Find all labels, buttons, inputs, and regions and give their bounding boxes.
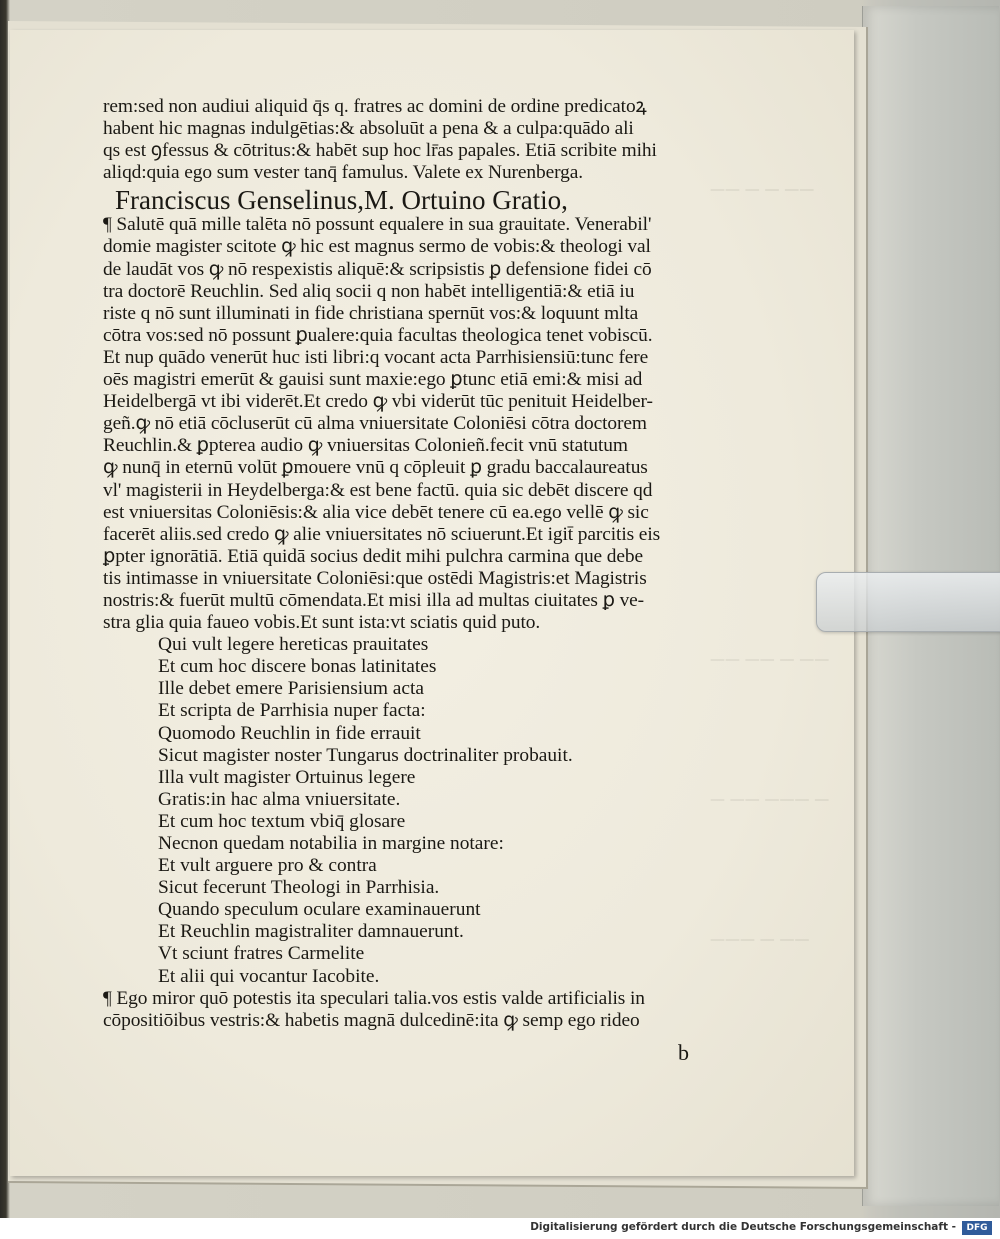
text-line: Heidelbergā vt ibi viderēt.Et credo ꝙ vbi viderūt tūc penituit Heidelber- bbox=[103, 391, 653, 413]
verse-line: Et vult arguere pro & contra bbox=[158, 855, 377, 877]
verse-line: Et scripta de Parrhisia nuper facta: bbox=[158, 700, 426, 722]
text-lines-body bbox=[103, 214, 723, 634]
text-line: oēs magistri emerūt & gauisi sunt maxie:ego ꝑtunc etiā emi:& misi ad bbox=[103, 369, 643, 391]
verse-line: Quando speculum oculare examinauerunt bbox=[158, 899, 481, 921]
verse-line: Vt sciunt fratres Carmelite bbox=[158, 943, 365, 965]
text-line: nostris:& fuerūt multū cōmendata.Et misi illa ad multas ciuitates ꝑ ve- bbox=[103, 589, 645, 611]
text-line: vl' magisterii in Heydelberga:& est bene factū. quia sic debēt discere qd bbox=[103, 479, 653, 501]
verse-line: Illa vult magister Ortuinus legere bbox=[158, 766, 416, 788]
verse-block bbox=[103, 634, 723, 988]
verse-line: Et cum hoc discere bonas latinitates bbox=[158, 656, 437, 678]
bleed-through: —— — — —— bbox=[710, 180, 815, 198]
text-line: qs est ꝯfessus & cōtritus:& habēt sup hoc lr̄as papales. Etiā scribite mihi bbox=[103, 140, 657, 162]
text-line: geñ.ꝙ nō etiā cōcluserūt cū alma vniuersitate Coloniēsi cōtra doctorem bbox=[103, 413, 647, 435]
text-line: aliqd:quia ego sum vester tanq̄ famulus. Valete ex Nurenberga. bbox=[103, 162, 583, 184]
bleed-through: —— —— — —— bbox=[710, 650, 830, 668]
verse-line: Et cum hoc textum vbiq̄ glosare bbox=[158, 810, 406, 832]
text-line: riste q nō sunt illuminati in fide christiana spernūt vos:& loquunt mlta bbox=[103, 302, 639, 324]
text-line: facerēt aliis.sed credo ꝙ alie vniuersitates nō sciuerunt.Et igit̄ parcitis eis bbox=[103, 523, 661, 545]
text-line: cōpositiōibus vestris:& habetis magnā dulcedinē:ita ꝙ semp ego rideo bbox=[103, 1009, 640, 1031]
text-line: cōtra vos:sed nō possunt ꝑualere:quia facultas theologica tenet vobiscū. bbox=[103, 324, 653, 346]
verse-line: Et Reuchlin magistraliter damnauerunt. bbox=[158, 921, 464, 943]
text-line: ¶ Salutē quā mille talēta nō possunt equalere in sua grauitate. Venerabil' bbox=[103, 214, 652, 236]
text-line: stra glia quia faueo vobis.Et sunt ista:vt sciatis quid puto. bbox=[103, 612, 541, 634]
verse-line: Necnon quedam notabilia in margine notare: bbox=[158, 833, 504, 854]
text-line: tis intimasse in vniuersitate Coloniēsi:que ostēdi Magistris:et Magistris bbox=[103, 567, 647, 589]
page-text-block bbox=[103, 96, 723, 1032]
verse-line: Quomodo Reuchlin in fide errauit bbox=[158, 722, 421, 744]
footer-credit: Digitalisierung gefördert durch die Deutsche Forschungsgemeinschaft - bbox=[530, 1221, 956, 1233]
bleed-through: — —— ——— — bbox=[710, 790, 830, 808]
letter-heading: Franciscus Genselinus,M. Ortuino Gratio, bbox=[115, 185, 568, 216]
verse-line: Qui vult legere hereticas prauitates bbox=[158, 634, 429, 656]
text-line: rem:sed non audiui aliquid q̄s q. fratres ac domini de ordine predicatoꝝ bbox=[103, 96, 647, 117]
verse-line: Gratis:in hac alma vniuersitate. bbox=[158, 788, 401, 810]
text-line: ꝑpter ignorātiā. Etiā quidā socius dedit mihi pulchra carmina que debe bbox=[103, 545, 643, 567]
verse-line: Sicut fecerunt Theologi in Parrhisia. bbox=[158, 877, 440, 899]
text-line: Reuchlin.& ꝑpterea audio ꝙ vniuersitas Colonieñ.fecit vnū statutum bbox=[103, 435, 628, 457]
bleed-through: ——— — —— bbox=[710, 930, 810, 948]
text-line: tra doctorē Reuchlin. Sed aliq socii q non habēt intelligentiā:& etiā iu bbox=[103, 280, 635, 302]
text-lines-top bbox=[103, 96, 723, 184]
text-line: habent hic magnas indulgētias:& absoluūt a pena & a culpa:quādo ali bbox=[103, 118, 634, 140]
text-line: domie magister scitote ꝙ hic est magnus sermo de vobis:& theologi val bbox=[103, 236, 651, 258]
dfg-logo-icon: DFG bbox=[962, 1221, 992, 1235]
verse-line: Et alii qui vocantur Iacobite. bbox=[158, 965, 380, 987]
footer-bar bbox=[0, 1218, 1000, 1239]
page-clip bbox=[816, 572, 1000, 632]
signature-mark: b bbox=[678, 1040, 689, 1065]
text-line: ¶ Ego miror quō potestis ita speculari talia.vos estis valde artificialis in bbox=[103, 987, 645, 1009]
verse-line: Ille debet emere Parisiensium acta bbox=[158, 678, 424, 700]
text-lines-bottom bbox=[103, 988, 723, 1032]
text-line: de laudāt vos ꝙ nō respexistis aliquē:& scripsistis ꝑ defensione fidei cō bbox=[103, 258, 652, 280]
text-line: est vniuersitas Coloniēsis:& alia vice debēt tenere cū ea.ego vellē ꝙ sic bbox=[103, 501, 649, 523]
verse-line: Sicut magister noster Tungarus doctrinaliter probauit. bbox=[158, 744, 573, 766]
text-line: Et nup quādo venerūt huc isti libri:q vocant acta Parrhisiensiū:tunc fere bbox=[103, 346, 649, 368]
text-line: ꝙ nunq̄ in eternū volūt ꝑmouere vnū q cōpleuit ꝑ gradu baccalaureatus bbox=[103, 457, 648, 479]
